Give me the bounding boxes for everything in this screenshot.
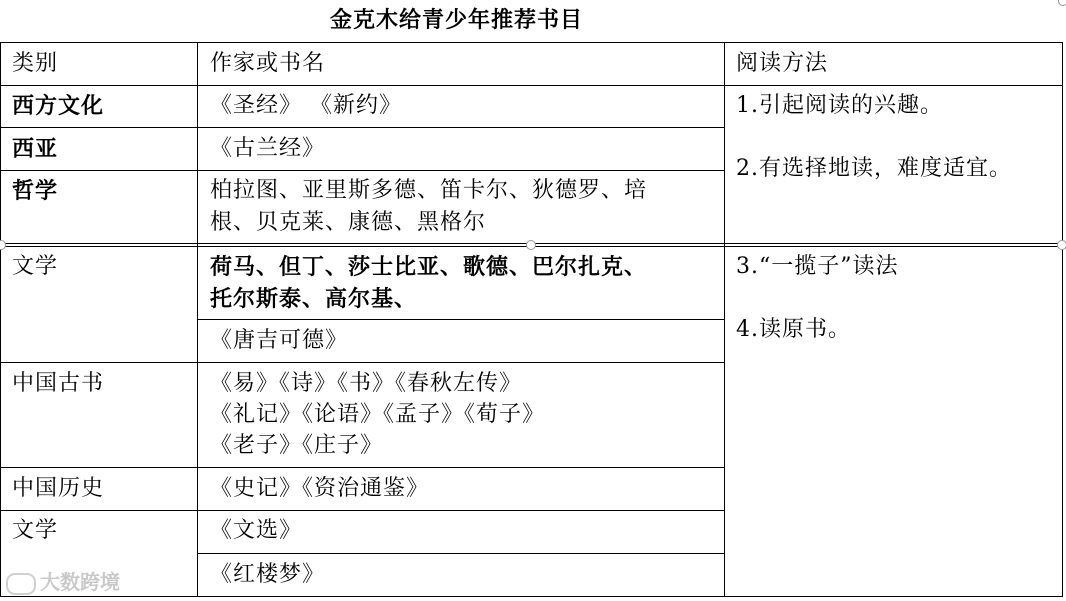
rule bbox=[1062, 42, 1063, 597]
row-category: 中国古书 bbox=[12, 371, 105, 396]
rule bbox=[0, 42, 1062, 43]
rule bbox=[197, 553, 724, 554]
resize-handle[interactable] bbox=[0, 240, 6, 250]
row-books: 根、贝克莱、康德、黑格尔 bbox=[210, 210, 487, 235]
rule bbox=[0, 127, 724, 128]
resize-handle[interactable] bbox=[526, 240, 536, 250]
row-category: 哲学 bbox=[12, 178, 59, 204]
header-method: 阅读方法 bbox=[736, 51, 829, 76]
row-books: 《古兰经》 bbox=[210, 136, 326, 161]
header-author: 作家或书名 bbox=[210, 51, 326, 76]
rule bbox=[0, 596, 1062, 597]
resize-handle[interactable] bbox=[1057, 240, 1066, 250]
row-category: 文学 bbox=[12, 518, 59, 543]
method-item: 1.引起阅读的兴趣。 bbox=[736, 93, 943, 118]
row-books: 《礼记》《论语》《孟子》《荀子》 bbox=[210, 402, 546, 427]
watermark bbox=[6, 566, 120, 595]
row-books: 荷马、但丁、莎士比亚、歌德、巴尔扎克、 bbox=[210, 254, 648, 280]
row-books: 柏拉图、亚里斯多德、笛卡尔、狄德罗、培 bbox=[210, 178, 648, 203]
rule bbox=[0, 42, 1, 597]
row-category: 西方文化 bbox=[12, 93, 105, 119]
rule bbox=[0, 170, 724, 171]
rule bbox=[0, 467, 724, 468]
row-books: 《史记》《资治通鉴》 bbox=[210, 476, 430, 501]
row-books: 《老子》《庄子》 bbox=[210, 433, 384, 458]
row-books: 《文选》 bbox=[210, 518, 303, 543]
row-books: 《红楼梦》 bbox=[210, 562, 326, 587]
row-books: 《唐吉可德》 bbox=[210, 328, 349, 353]
row-books: 托尔斯泰、高尔基、 bbox=[210, 286, 418, 312]
watermark-icon bbox=[6, 573, 36, 595]
resize-handle[interactable] bbox=[1058, 0, 1066, 6]
watermark-text: 大数跨境 bbox=[40, 570, 120, 594]
row-books: 《易》《诗》《书》《春秋左传》 bbox=[210, 371, 523, 396]
method-item: 2.有选择地读，难度适宜。 bbox=[736, 156, 1012, 181]
row-books: 《圣经》 《新约》 bbox=[210, 93, 402, 118]
rule bbox=[0, 510, 724, 511]
row-category: 文学 bbox=[12, 254, 59, 279]
rule bbox=[197, 42, 198, 597]
rule bbox=[0, 362, 724, 363]
method-item: 3.“一揽子”读法 bbox=[736, 254, 899, 279]
rule bbox=[724, 42, 725, 597]
rule bbox=[197, 319, 724, 320]
rule bbox=[0, 85, 1062, 86]
row-category: 中国历史 bbox=[12, 476, 105, 501]
header-category: 类别 bbox=[12, 51, 59, 76]
table-title: 金克木给青少年推荐书目 bbox=[330, 7, 584, 33]
row-category: 西亚 bbox=[12, 136, 59, 162]
method-item: 4.读原书。 bbox=[736, 317, 851, 342]
